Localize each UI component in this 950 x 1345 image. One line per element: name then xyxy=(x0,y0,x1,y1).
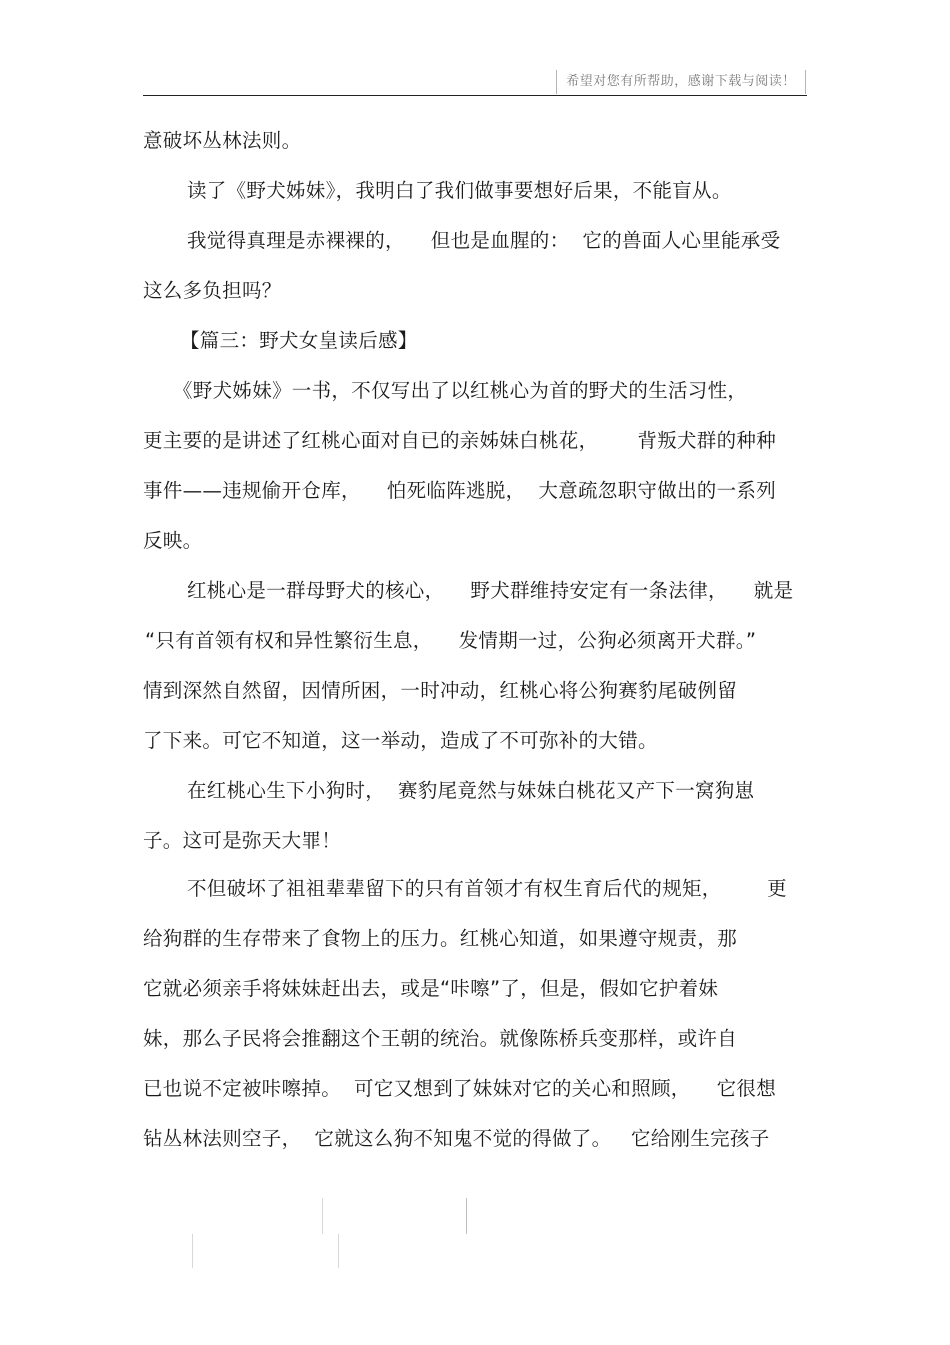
text-line: 意破坏丛林法则。 xyxy=(143,129,302,152)
text-line: 更主要的是讲述了红桃心面对自已的亲姊妹白桃花， 背叛犬群的种种 xyxy=(143,429,776,452)
text-line: 钻丛林法则空子， 它就这么狗不知鬼不觉的得做了。 它给刚生完孩子 xyxy=(143,1127,770,1150)
text-line: 《野犬姊妹》一书，不仅写出了以红桃心为首的野犬的生活习性， xyxy=(173,379,748,402)
text-line: 已也说不定被咔嚓掉。 可它又想到了妹妹对它的关心和照顾， 它很想 xyxy=(143,1077,776,1100)
text-line: 反映。 xyxy=(143,529,203,552)
scan-artifact-line xyxy=(322,1198,323,1234)
text-line: 情到深然自然留，因情所困，一时冲动，红桃心将公狗赛豹尾破例留 xyxy=(143,679,738,702)
text-line: 读了《野犬姊妹》，我明白了我们做事要想好后果，不能盲从。 xyxy=(187,179,732,202)
text-line: 不但破坏了祖祖辈辈留下的只有首领才有权生育后代的规矩， 更 xyxy=(187,877,787,900)
text-line: “只有首领有权和异性繁衍生息， 发情期一过，公狗必须离开犬群。” xyxy=(145,629,757,652)
header-divider xyxy=(143,95,807,96)
text-line: 妹，那么子民将会推翻这个王朝的统治。就像陈桥兵变那样，或许自 xyxy=(143,1027,738,1050)
text-line: 给狗群的生存带来了食物上的压力。红桃心知道，如果遵守规责，那 xyxy=(143,927,738,950)
text-line: 红桃心是一群母野犬的核心， 野犬群维持安定有一条法律， 就是 xyxy=(187,579,794,602)
scan-artifact-line xyxy=(466,1198,467,1234)
text-line: 在红桃心生下小狗时， 赛豹尾竟然与妹妹白桃花又产下一窝狗崽 xyxy=(187,779,755,802)
scan-artifact-line xyxy=(338,1234,339,1268)
text-line: 事件——违规偷开仓库， 怕死临阵逃脱， 大意疏忽职守做出的一系列 xyxy=(143,479,776,502)
text-line: 了下来。可它不知道，这一举动，造成了不可弥补的大错。 xyxy=(143,729,658,752)
text-line: 它就必须亲手将妹妹赶出去，或是“咔嚓”了，但是，假如它护着妹 xyxy=(143,977,719,1000)
scan-artifact-line xyxy=(192,1234,193,1268)
text-line: 子。这可是弥天大罪！ xyxy=(143,829,342,852)
text-line: 这么多负担吗？ xyxy=(143,279,282,302)
section-heading: 【篇三：野犬女皇读后感】 xyxy=(180,329,418,352)
header-note: 希望对您有所帮助，感谢下载与阅读！ xyxy=(556,70,806,94)
text-line: 我觉得真理是赤裸裸的， 但也是血腥的： 它的兽面人心里能承受 xyxy=(187,229,781,252)
